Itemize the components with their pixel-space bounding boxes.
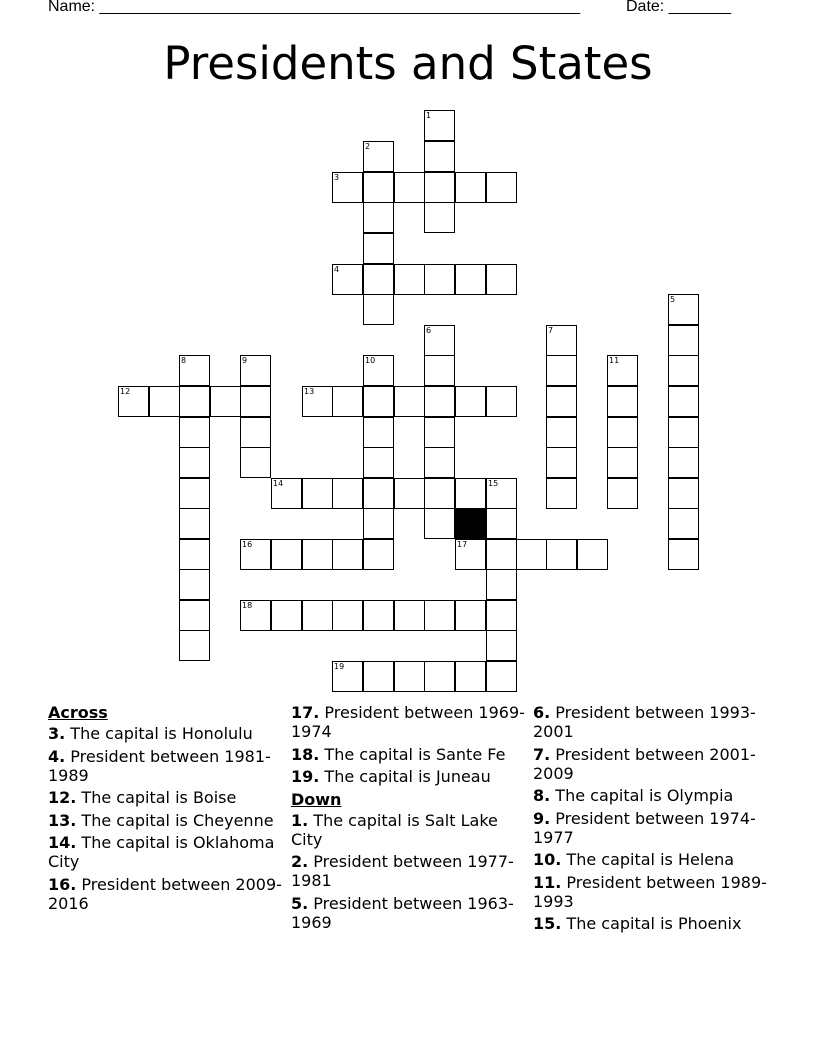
grid-cell[interactable] <box>424 110 455 141</box>
grid-cell[interactable] <box>394 386 425 417</box>
section-heading: Down <box>291 789 342 809</box>
date-field-label: Date: _______ <box>626 0 731 15</box>
grid-cell[interactable] <box>332 386 363 417</box>
grid-cell[interactable] <box>455 600 486 631</box>
clue-text: President between 1989-1993 <box>533 872 767 911</box>
grid-cell[interactable] <box>546 355 577 386</box>
grid-cell[interactable] <box>302 600 333 631</box>
grid-cell[interactable] <box>179 508 210 539</box>
grid-cell[interactable] <box>179 447 210 478</box>
grid-cell[interactable] <box>332 661 363 692</box>
grid-cell[interactable] <box>546 386 577 417</box>
grid-cell[interactable] <box>424 447 455 478</box>
grid-cell[interactable] <box>607 386 638 417</box>
grid-cell[interactable] <box>271 478 302 509</box>
grid-cell[interactable] <box>240 355 271 386</box>
clue-item <box>533 873 773 911</box>
grid-cell[interactable] <box>424 478 455 509</box>
clue-column-3 <box>533 703 773 937</box>
cell-number: 2 <box>365 142 371 151</box>
cell-number: 6 <box>426 326 432 335</box>
cell-number: 11 <box>609 356 620 365</box>
grid-cell[interactable] <box>607 447 638 478</box>
grid-cell[interactable] <box>363 478 394 509</box>
grid-cell[interactable] <box>455 478 486 509</box>
cell-number: 16 <box>242 540 253 549</box>
clue-number: 1. <box>291 810 309 830</box>
clue-item <box>48 788 288 807</box>
grid-cell[interactable] <box>363 264 394 295</box>
grid-cell[interactable] <box>486 172 517 203</box>
grid-cell[interactable] <box>210 386 241 417</box>
grid-cell[interactable] <box>394 478 425 509</box>
grid-cell[interactable] <box>546 447 577 478</box>
grid-cell[interactable] <box>240 539 271 570</box>
clue-number: 18. <box>291 744 320 764</box>
grid-cell[interactable] <box>179 355 210 386</box>
grid-cell[interactable] <box>486 661 517 692</box>
grid-cell[interactable] <box>302 386 333 417</box>
grid-cell[interactable] <box>363 202 394 233</box>
cell-number: 14 <box>273 479 284 488</box>
clue-item <box>291 852 531 890</box>
grid-cell[interactable] <box>486 508 517 539</box>
clue-number: 13. <box>48 810 77 830</box>
clue-text: The capital is Sante Fe <box>319 744 506 764</box>
clue-number: 4. <box>48 746 66 766</box>
clue-column-2 <box>291 703 531 935</box>
grid-cell[interactable] <box>271 539 302 570</box>
grid-cell[interactable] <box>179 569 210 600</box>
grid-cell[interactable] <box>455 539 486 570</box>
cell-number: 5 <box>670 295 676 304</box>
grid-cell[interactable] <box>394 600 425 631</box>
grid-cell[interactable] <box>240 447 271 478</box>
clue-number: 17. <box>291 703 320 722</box>
grid-cell[interactable] <box>668 325 699 356</box>
grid-cell[interactable] <box>363 417 394 448</box>
grid-cell[interactable] <box>271 600 302 631</box>
page-title: Presidents and States <box>163 37 653 90</box>
clue-number: 2. <box>291 852 309 871</box>
clue-item <box>48 875 288 913</box>
grid-cell[interactable] <box>363 172 394 203</box>
cell-number: 13 <box>304 387 315 396</box>
section-heading: Across <box>48 703 108 722</box>
grid-cell[interactable] <box>240 600 271 631</box>
clue-text: The capital is Boise <box>76 788 237 807</box>
clue-text: The capital is Helena <box>561 850 735 869</box>
clue-text: President between 1977-1981 <box>291 852 514 890</box>
grid-cell[interactable] <box>424 508 455 539</box>
clue-text: President between 1963-1969 <box>291 893 514 932</box>
grid-cell[interactable] <box>455 386 486 417</box>
grid-cell[interactable] <box>394 172 425 203</box>
grid-cell[interactable] <box>179 630 210 661</box>
grid-cell[interactable] <box>363 386 394 417</box>
clue-number: 7. <box>533 744 551 764</box>
grid-cell[interactable] <box>607 355 638 386</box>
clue-number: 10. <box>533 850 562 869</box>
grid-cell[interactable] <box>486 478 517 509</box>
grid-cell[interactable] <box>179 386 210 417</box>
grid-cell[interactable] <box>424 386 455 417</box>
clue-text: The capital is Olympia <box>550 786 734 805</box>
grid-cell[interactable] <box>363 233 394 264</box>
grid-cell[interactable] <box>179 600 210 631</box>
cell-number: 12 <box>120 387 131 396</box>
cell-number: 9 <box>242 356 248 365</box>
grid-cell[interactable] <box>118 386 149 417</box>
grid-cell[interactable] <box>363 294 394 325</box>
grid-cell[interactable] <box>668 355 699 386</box>
grid-cell[interactable] <box>546 417 577 448</box>
clue-item <box>291 703 531 741</box>
grid-cell[interactable] <box>179 539 210 570</box>
clue-text: The capital is Phoenix <box>561 914 742 933</box>
clue-item <box>533 786 773 805</box>
grid-cell[interactable] <box>394 264 425 295</box>
grid-cell[interactable] <box>577 539 608 570</box>
cell-number: 1 <box>426 111 432 120</box>
clue-text: The capital is Honolulu <box>65 724 253 743</box>
grid-cell[interactable] <box>363 508 394 539</box>
grid-cell[interactable] <box>424 141 455 172</box>
grid-cell[interactable] <box>332 172 363 203</box>
clue-text: President between 1974-1977 <box>533 808 756 847</box>
clue-item <box>48 811 288 830</box>
grid-cell[interactable] <box>486 569 517 600</box>
clue-number: 8. <box>533 786 551 805</box>
clue-item <box>533 703 773 741</box>
clue-number: 11. <box>533 872 562 892</box>
clue-item <box>291 767 531 786</box>
clue-column-1 <box>48 703 288 916</box>
clue-item <box>48 747 288 785</box>
grid-cell[interactable] <box>363 661 394 692</box>
grid-cell[interactable] <box>302 539 333 570</box>
grid-cell[interactable] <box>424 325 455 356</box>
clue-number: 19. <box>291 767 320 786</box>
grid-cell[interactable] <box>668 508 699 539</box>
grid-cell[interactable] <box>363 539 394 570</box>
grid-cell[interactable] <box>424 661 455 692</box>
clue-text: The capital is Cheyenne <box>76 810 274 830</box>
clue-text: President between 1993-2001 <box>533 703 756 741</box>
cell-number: 7 <box>548 326 554 335</box>
grid-cell[interactable] <box>668 386 699 417</box>
grid-cell[interactable] <box>486 386 517 417</box>
clue-number: 14. <box>48 833 77 852</box>
grid-cell[interactable] <box>363 600 394 631</box>
grid-cell[interactable] <box>332 478 363 509</box>
clue-text: The capital is Oklahoma City <box>48 833 275 871</box>
clue-number: 15. <box>533 914 562 933</box>
cell-number: 3 <box>334 173 340 182</box>
clue-text: President between 2001-2009 <box>533 744 756 783</box>
clue-number: 9. <box>533 808 551 828</box>
grid-cell[interactable] <box>179 417 210 448</box>
grid-cell[interactable] <box>546 478 577 509</box>
grid-cell[interactable] <box>394 661 425 692</box>
grid-cell[interactable] <box>179 478 210 509</box>
clue-number: 16. <box>48 874 77 894</box>
clue-text: President between 1981-1989 <box>48 746 271 785</box>
name-field-label: Name: ______________________________________________________ <box>48 0 581 15</box>
grid-cell[interactable] <box>668 417 699 448</box>
clue-text: President between 2009-2016 <box>48 874 282 913</box>
grid-cell[interactable] <box>486 264 517 295</box>
cell-number: 4 <box>334 265 340 274</box>
grid-cell[interactable] <box>424 172 455 203</box>
grid-cell[interactable] <box>332 264 363 295</box>
clue-item <box>533 914 773 933</box>
clue-item <box>48 724 288 743</box>
clue-item <box>291 894 531 932</box>
clue-number: 12. <box>48 788 77 807</box>
grid-cell[interactable] <box>668 447 699 478</box>
grid-cell[interactable] <box>516 539 547 570</box>
clue-item <box>533 809 773 847</box>
grid-cell[interactable] <box>607 478 638 509</box>
grid-cell[interactable] <box>363 355 394 386</box>
cell-number: 19 <box>334 662 345 671</box>
grid-cell[interactable] <box>424 264 455 295</box>
grid-cell[interactable] <box>668 478 699 509</box>
grid-cell[interactable] <box>607 417 638 448</box>
grid-cell[interactable] <box>424 417 455 448</box>
grid-cell[interactable] <box>240 386 271 417</box>
cell-number: 17 <box>457 540 468 549</box>
grid-cell[interactable] <box>424 202 455 233</box>
cell-number: 10 <box>365 356 376 365</box>
clue-item <box>533 850 773 869</box>
grid-cell[interactable] <box>363 447 394 478</box>
grid-cell[interactable] <box>332 600 363 631</box>
grid-cell[interactable] <box>455 264 486 295</box>
grid-cell[interactable] <box>363 141 394 172</box>
clue-text: The capital is Juneau <box>319 767 491 786</box>
grid-cell[interactable] <box>546 539 577 570</box>
clue-number: 3. <box>48 724 66 743</box>
clue-text: The capital is Salt Lake City <box>291 810 498 849</box>
grid-cell[interactable] <box>455 172 486 203</box>
grid-cell[interactable] <box>424 600 455 631</box>
clue-number: 5. <box>291 893 309 913</box>
grid-cell[interactable] <box>149 386 180 417</box>
clue-number: 6. <box>533 703 551 722</box>
grid-cell[interactable] <box>668 539 699 570</box>
clue-text: President between 1969-1974 <box>291 703 525 741</box>
grid-cell[interactable] <box>486 539 517 570</box>
clue-item <box>533 745 773 783</box>
grid-cell[interactable] <box>486 600 517 631</box>
grid-cell[interactable] <box>240 417 271 448</box>
grid-cell[interactable] <box>302 478 333 509</box>
grid-cell[interactable] <box>668 294 699 325</box>
grid-cell[interactable] <box>424 355 455 386</box>
grid-cell[interactable] <box>486 630 517 661</box>
clue-item <box>291 811 531 849</box>
clue-item <box>291 745 531 764</box>
cell-number: 18 <box>242 601 253 610</box>
grid-cell[interactable] <box>546 325 577 356</box>
black-square <box>455 508 486 539</box>
grid-cell[interactable] <box>332 539 363 570</box>
cell-number: 15 <box>488 479 499 488</box>
cell-number: 8 <box>181 356 187 365</box>
grid-cell[interactable] <box>455 661 486 692</box>
clue-item <box>48 833 288 871</box>
